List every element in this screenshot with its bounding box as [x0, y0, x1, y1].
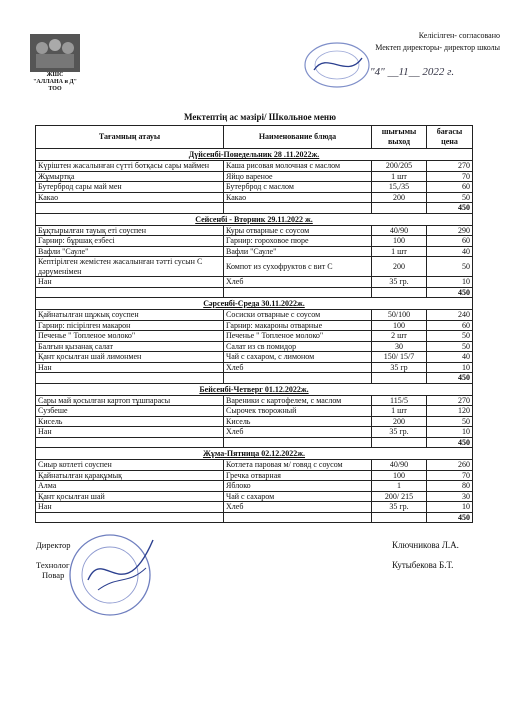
empty-cell [372, 203, 427, 214]
dish-price: 290 [427, 225, 473, 236]
empty-cell [372, 437, 427, 448]
day-total-row [36, 437, 473, 448]
menu-table [35, 125, 473, 523]
empty-cell [36, 373, 224, 384]
day-total-row [36, 287, 473, 298]
dish-kz-name: Қант қосылған шай [36, 491, 224, 502]
day-total: 450 [427, 437, 473, 448]
day-header-row [36, 149, 473, 161]
header-price-kz: бағасы [436, 127, 463, 136]
dish-kz-name: Сузбеше [36, 406, 224, 417]
dish-output: 1 шт [372, 246, 427, 257]
dish-price: 80 [427, 481, 473, 492]
approval-line-1: Келісілген- согласовано [418, 31, 500, 40]
empty-cell [372, 287, 427, 298]
dish-price: 70 [427, 171, 473, 182]
dish-price: 50 [427, 257, 473, 277]
dish-output: 200 [372, 257, 427, 277]
dish-kz-name: Нан [36, 277, 224, 288]
dish-ru-name: Яблоко [224, 481, 372, 492]
dish-price: 50 [427, 416, 473, 427]
dish-kz-name: Алма [36, 481, 224, 492]
day-title: Жұма-Пятница 02.12.2022ж. [36, 448, 473, 460]
dish-output: 100 [372, 320, 427, 331]
approval-date: "4" __11__ 2022 г. [370, 66, 455, 78]
dish-ru-name: Хлеб [224, 502, 372, 513]
dish-ru-name: Гречка отварная [224, 470, 372, 481]
day-title: Сәрсенбі-Среда 30.11.2022ж. [36, 298, 473, 310]
dish-kz-name: Сиыр котлеті соуспен [36, 460, 224, 471]
dish-kz-name: Гарнир: бұршақ езбесі [36, 236, 224, 247]
header-ru-name: Наименование блюда [224, 126, 372, 149]
school-stamp-icon [302, 40, 372, 90]
dish-kz-name: Қайнатылған шұжық соуспен [36, 310, 224, 321]
table-row [36, 406, 473, 417]
dish-ru-name: Компот из сухофруктов с вит С [224, 257, 372, 277]
dish-price: 40 [427, 246, 473, 257]
dish-kz-name: Нан [36, 502, 224, 513]
table-row [36, 470, 473, 481]
header-price [427, 126, 473, 149]
table-row [36, 320, 473, 331]
table-row [36, 491, 473, 502]
table-row [36, 481, 473, 492]
empty-cell [224, 512, 372, 523]
dish-output: 115/5 [372, 395, 427, 406]
day-total: 450 [427, 287, 473, 298]
dish-price: 30 [427, 491, 473, 502]
day-title: Бейсенбі-Четверг 01.12.2022ж. [36, 383, 473, 395]
dish-ru-name: Хлеб [224, 362, 372, 373]
dish-kz-name: Балғын қызанақ салат [36, 341, 224, 352]
dish-kz-name: Бутерброд сары май мен [36, 182, 224, 193]
dish-output: 100 [372, 470, 427, 481]
empty-cell [224, 203, 372, 214]
dish-ru-name: Бутерброд с маслом [224, 182, 372, 193]
dish-price: 10 [427, 277, 473, 288]
header-price-ru: цена [441, 137, 458, 146]
dish-kz-name: Күріштен жасалынған сүтті ботқасы сары маймен [36, 161, 224, 172]
day-header-row [36, 448, 473, 460]
dish-output: 30 [372, 341, 427, 352]
day-title: Сейсенбі - Вторник 29.11.2022 ж. [36, 213, 473, 225]
header-output-ru: выход [387, 137, 411, 146]
dish-output: 15,/35 [372, 182, 427, 193]
table-row [36, 182, 473, 193]
logo-text-line2: "АЛЛАНА и Д" [33, 79, 77, 85]
dish-ru-name: Сосиски отварные с соусом [224, 310, 372, 321]
day-header-row [36, 213, 473, 225]
dish-kz-name: Нан [36, 362, 224, 373]
table-row [36, 236, 473, 247]
table-row [36, 225, 473, 236]
dish-output: 1 шт [372, 171, 427, 182]
table-row [36, 427, 473, 438]
dish-ru-name: Салат из св помидор [224, 341, 372, 352]
table-header-row [36, 126, 473, 149]
empty-cell [36, 287, 224, 298]
dish-ru-name: Печенье " Топленое молоко" [224, 331, 372, 342]
dish-kz-name: Қайнатылған қарақұмық [36, 470, 224, 481]
technolog-name: Кутыбекова Б.Т. [392, 560, 454, 570]
dish-ru-name: Яйцо вареное [224, 171, 372, 182]
table-row [36, 277, 473, 288]
dish-output: 40/90 [372, 460, 427, 471]
company-seal-icon [58, 520, 173, 625]
day-total: 450 [427, 203, 473, 214]
logo-text-line1: ЖШС [46, 72, 64, 78]
dish-price: 50 [427, 331, 473, 342]
cook-label: Повар [42, 570, 65, 580]
dish-output: 40/90 [372, 225, 427, 236]
dish-kz-name: Вафли "Сауле" [36, 246, 224, 257]
dish-ru-name: Котлета паровая м/ говяд с соусом [224, 460, 372, 471]
table-row [36, 395, 473, 406]
dish-output: 200/205 [372, 161, 427, 172]
dish-price: 50 [427, 341, 473, 352]
table-row [36, 352, 473, 363]
day-total-row [36, 373, 473, 384]
table-row [36, 161, 473, 172]
table-row [36, 331, 473, 342]
empty-cell [36, 203, 224, 214]
dish-price: 60 [427, 320, 473, 331]
dish-price: 270 [427, 161, 473, 172]
dish-ru-name: Куры отварные с соусом [224, 225, 372, 236]
table-row [36, 362, 473, 373]
menu-body [36, 149, 473, 523]
dish-ru-name: Хлеб [224, 277, 372, 288]
dish-kz-name: Қант қосылған шай лимонмен [36, 352, 224, 363]
dish-output: 35 гр. [372, 277, 427, 288]
dish-price: 240 [427, 310, 473, 321]
logo-text-line3: ТОО [48, 86, 62, 92]
dish-price: 40 [427, 352, 473, 363]
dish-price: 50 [427, 192, 473, 203]
table-row [36, 192, 473, 203]
dish-ru-name: Сырочек творожный [224, 406, 372, 417]
dish-output: 50/100 [372, 310, 427, 321]
dish-price: 10 [427, 427, 473, 438]
table-row [36, 341, 473, 352]
dish-ru-name: Чай с сахаром, с лимоном [224, 352, 372, 363]
empty-cell [224, 287, 372, 298]
dish-output: 35 гр. [372, 427, 427, 438]
dish-output: 200/ 215 [372, 491, 427, 502]
table-row [36, 310, 473, 321]
dish-output: 2 шт [372, 331, 427, 342]
empty-cell [372, 373, 427, 384]
dish-output: 35 гр. [372, 502, 427, 513]
empty-cell [36, 437, 224, 448]
dish-output: 200 [372, 416, 427, 427]
dish-ru-name: Хлеб [224, 427, 372, 438]
dish-kz-name: Печенье " Топленое молоко" [36, 331, 224, 342]
director-label: Директор [36, 540, 71, 550]
dish-kz-name: Кептірілген жемістен жасалынған тәтті сусын С дәруменімен [36, 257, 224, 277]
dish-ru-name: Вафли "Сауле" [224, 246, 372, 257]
dish-price: 60 [427, 182, 473, 193]
table-row [36, 257, 473, 277]
empty-cell [224, 437, 372, 448]
table-row [36, 460, 473, 471]
dish-kz-name: Бұқтырылған тауық еті соуспен [36, 225, 224, 236]
dish-ru-name: Каша рисовая молочная с маслом [224, 161, 372, 172]
dish-output: 1 шт [372, 406, 427, 417]
dish-ru-name: Гарнир: гороховое пюре [224, 236, 372, 247]
empty-cell [224, 373, 372, 384]
table-row [36, 502, 473, 513]
dish-kz-name: Кисель [36, 416, 224, 427]
dish-kz-name: Жұмыртқа [36, 171, 224, 182]
dish-price: 60 [427, 236, 473, 247]
approval-line-2: Мектеп директоры- директор школы [375, 43, 500, 52]
dish-output: 35 гр [372, 362, 427, 373]
dish-output: 200 [372, 192, 427, 203]
director-name: Ключникова Л.А. [392, 540, 459, 550]
day-total: 450 [427, 512, 473, 523]
table-row [36, 416, 473, 427]
dish-output: 150/ 15/7 [372, 352, 427, 363]
header-output-kz: шығымы [381, 127, 417, 136]
dish-ru-name: Чай с сахаром [224, 491, 372, 502]
dish-kz-name: Нан [36, 427, 224, 438]
day-header-row [36, 298, 473, 310]
day-header-row [36, 383, 473, 395]
dish-output: 1 [372, 481, 427, 492]
table-row [36, 246, 473, 257]
header-output [372, 126, 427, 149]
technolog-label: Технолог [36, 560, 70, 570]
dish-kz-name: Какао [36, 192, 224, 203]
dish-ru-name: Кисель [224, 416, 372, 427]
dish-price: 260 [427, 460, 473, 471]
logo-caption [24, 72, 86, 93]
dish-kz-name: Гарнир: пісірілген макарон [36, 320, 224, 331]
day-total: 450 [427, 373, 473, 384]
dish-kz-name: Сары май қосылған картоп тұшпарасы [36, 395, 224, 406]
dish-price: 70 [427, 470, 473, 481]
dish-price: 270 [427, 395, 473, 406]
day-total-row [36, 203, 473, 214]
dish-price: 10 [427, 502, 473, 513]
empty-cell [372, 512, 427, 523]
dish-price: 10 [427, 362, 473, 373]
dish-ru-name: Гарнир: макароны отварные [224, 320, 372, 331]
dish-ru-name: Вареники с картофелем, с маслом [224, 395, 372, 406]
menu-title: Мектептің ас мәзірі/ Школьное меню [183, 112, 336, 122]
dish-ru-name: Какао [224, 192, 372, 203]
table-row [36, 171, 473, 182]
dish-output: 100 [372, 236, 427, 247]
header-kz-name: Тағамның атауы [36, 126, 224, 149]
day-title: Дүйсенбі-Понедельник 28 .11.2022ж. [36, 149, 473, 161]
dish-price: 120 [427, 406, 473, 417]
